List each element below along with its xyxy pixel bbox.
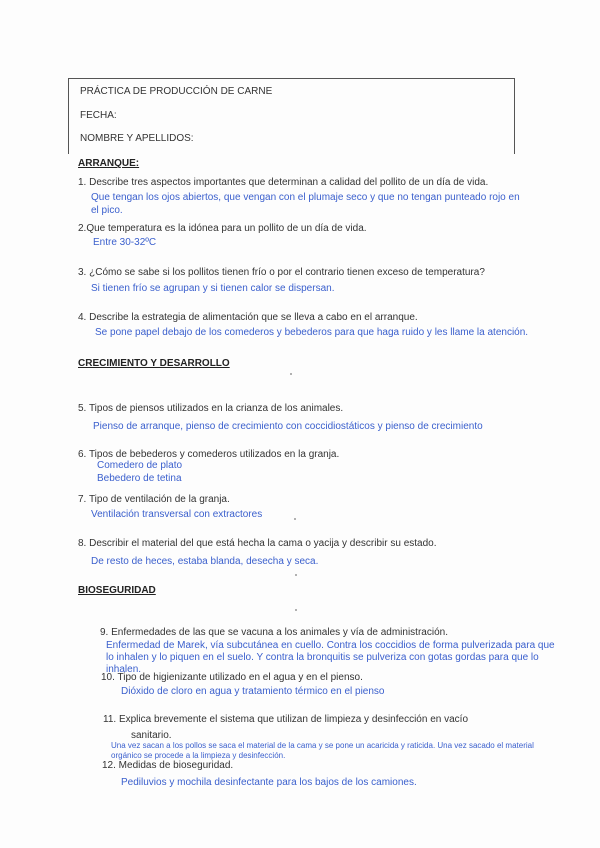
answer-5: Pienso de arranque, pienso de crecimiento con coccidiostáticos y pienso de crecimiento	[93, 421, 483, 432]
name-label: NOMBRE Y APELLIDOS:	[80, 133, 194, 144]
question-7: 7. Tipo de ventilación de la granja.	[78, 494, 230, 505]
section-crecimiento: CRECIMIENTO Y DESARROLLO	[78, 358, 230, 369]
answer-2: Entre 30-32ºC	[93, 237, 157, 248]
answer-10: Dióxido de cloro en agua y tratamiento térmico en el pienso	[121, 686, 385, 697]
answer-9-line-1: Enfermedad de Marek, vía subcutánea en cuello. Contra los coccidios de forma pulverizada para que	[106, 640, 555, 651]
scan-speck	[295, 609, 297, 611]
question-11-line-1: 11. Explica brevemente el sistema que utilizan de limpieza y desinfección en vacío	[103, 714, 469, 725]
answer-8: De resto de heces, estaba blanda, desecha y seca.	[91, 556, 319, 567]
question-2: 2.Que temperatura es la idónea para un pollito de un día de vida.	[78, 223, 367, 234]
answer-3: Si tienen frío se agrupan y si tienen calor se dispersan.	[91, 283, 335, 294]
document-title: PRÁCTICA DE PRODUCCIÓN DE CARNE	[80, 86, 273, 97]
answer-4: Se pone papel debajo de los comederos y bebederos para que haga ruido y les llame la atención.	[95, 327, 529, 338]
question-5: 5. Tipos de piensos utilizados en la crianza de los animales.	[78, 403, 344, 414]
answer-6-line-2: Bebedero de tetina	[97, 473, 182, 484]
answer-1-line-1: Que tengan los ojos abiertos, que vengan con el plumaje seco y que no tengan punteado rojo en	[91, 192, 520, 203]
question-9: 9. Enfermedades de las que se vacuna a los animales y vía de administración.	[100, 627, 448, 638]
answer-1-line-2: el pico.	[91, 205, 123, 216]
scan-speck	[295, 574, 297, 576]
question-4: 4. Describe la estrategia de alimentación que se lleva a cabo en el arranque.	[78, 312, 418, 323]
answer-9-line-3: inhalen.	[106, 664, 142, 675]
answer-7: Ventilación transversal con extractores	[91, 509, 263, 520]
scan-speck	[290, 373, 292, 375]
answer-6-line-1: Comedero de plato	[97, 460, 183, 471]
question-1: 1. Describe tres aspectos importantes que determinan a calidad del pollito de un día de vida.	[78, 177, 489, 188]
answer-11-line-2: orgánico se procede a la limpieza y desinfección.	[111, 751, 286, 760]
question-11-line-2: sanitario.	[131, 730, 172, 741]
answer-9-line-2: lo inhalen y lo piquen en el suelo. Y contra la bronquitis se pulveriza con gotas gordas para que lo	[106, 652, 539, 663]
section-arranque: ARRANQUE:	[78, 158, 140, 169]
question-12: 12. Medidas de bioseguridad.	[102, 760, 234, 771]
question-6: 6. Tipos de bebederos y comederos utilizados en la granja.	[78, 449, 340, 460]
section-bioseguridad: BIOSEGURIDAD	[78, 585, 156, 596]
scan-speck	[294, 518, 296, 520]
date-label: FECHA:	[80, 110, 117, 121]
answer-12: Pediluvios y mochila desinfectante para los bajos de los camiones.	[121, 777, 417, 788]
question-8: 8. Describir el material del que está hecha la cama o yacija y describir su estado.	[78, 538, 437, 549]
question-10: 10. Tipo de higienizante utilizado en el agua y en el pienso.	[101, 672, 363, 683]
question-3: 3. ¿Cómo se sabe si los pollitos tienen frío o por el contrario tienen exceso de temperatura?	[78, 267, 485, 278]
answer-11-line-1: Una vez sacan a los pollos se saca el material de la cama y se pone un acaricida y raticida. Una vez sacado el material	[111, 741, 534, 750]
